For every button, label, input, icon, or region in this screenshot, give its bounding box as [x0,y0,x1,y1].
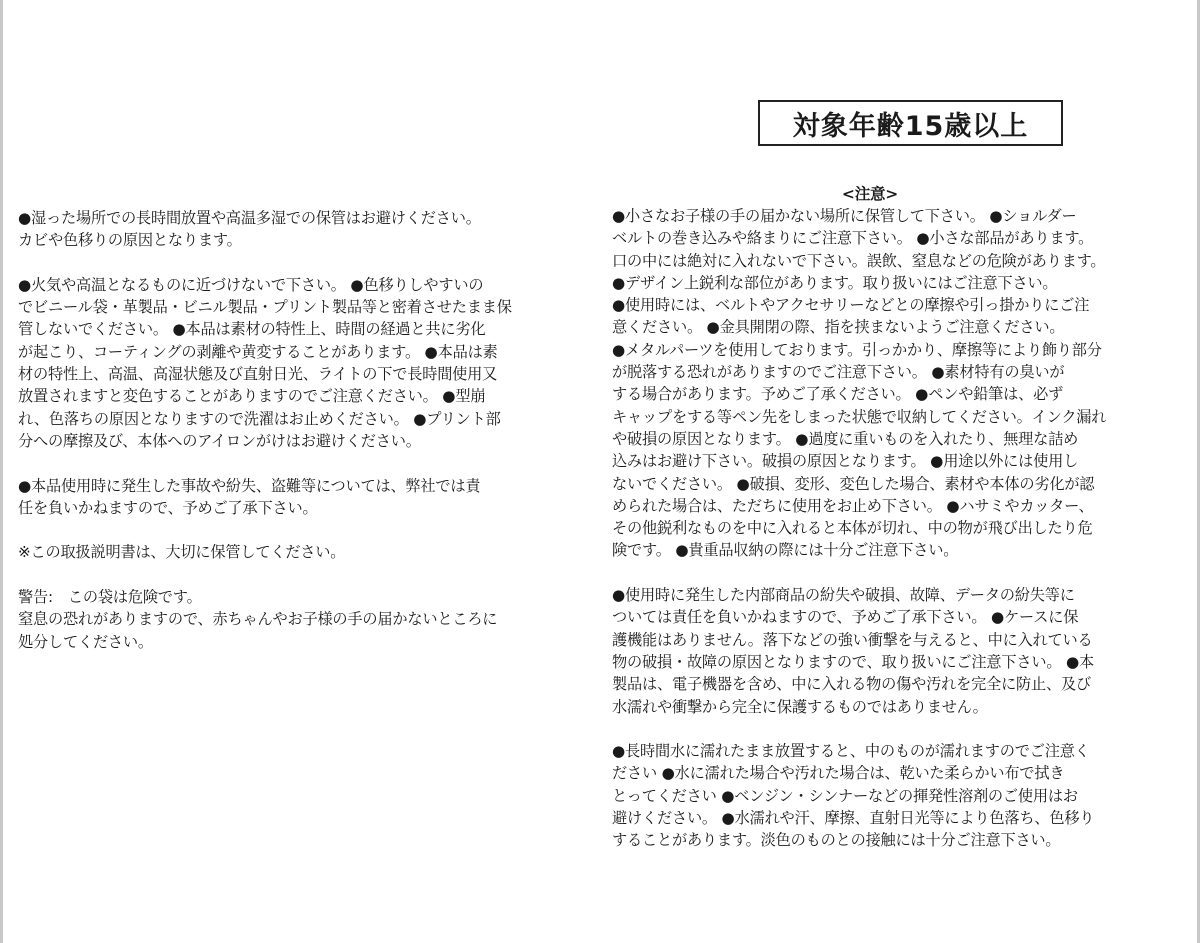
text-line: 処分してください。 [18,632,153,651]
text-line: 避けください。 ●水濡れや汗、摩擦、直射日光等により色落ち、色移り [612,809,1095,828]
text-line: ●使用時に発生した内部商品の紛失や破損、故障、データの紛失等に [612,586,1075,605]
paragraph-water-care [612,740,1188,851]
text-line: や破損の原因となります。 ●過度に重いものを入れたり、無理な詰め [612,429,1079,448]
left-edge-border [0,0,3,943]
text-line: ●長時間水に濡れたまま放置すると、中のものが濡れますのでご注意く [612,742,1090,761]
left-column [18,207,598,653]
paragraph-liability [18,475,598,520]
paragraph-general-cautions [612,205,1188,562]
text-line: ●デザイン上鋭利な部位があります。取り扱いにはご注意下さい。 [612,273,1058,292]
text-line: 護機能はありません。落下などの強い衝撃を与えると、中に入れている [612,630,1093,649]
text-line: 水濡れや衝撃から完全に保護するものではありません。 [612,697,988,716]
text-line: ※この取扱説明書は、大切に保管してください。 [18,543,346,562]
age-rating-label: 対象年齢15歳以上 [792,110,1029,142]
text-line: ●小さなお子様の手の届かない場所に保管して下さい。 ●ショルダー [612,207,1077,225]
age-rating-box [758,100,1063,146]
text-line: ●使用時には、ベルトやアクセサリーなどとの摩擦や引っ掛かりにご注 [612,296,1090,315]
text-line: 険です。 ●貴重品収納の際には十分ご注意下さい。 [612,541,959,560]
text-line: 警告: この袋は危険です。 [18,588,202,607]
text-line: ●本品使用時に発生した事故や紛失、盗難等については、弊社では責 [18,476,481,495]
paragraph-bag-warning [18,586,598,653]
text-line: 意ください。 ●金具開閉の際、指を挟まないようご注意ください。 [612,318,1065,337]
text-line: キャップをする等ペン先をしまった状態で収納してください。インク漏れ [612,407,1107,426]
text-line: 口の中には絶対に入れないで下さい。誤飲、窒息などの危険があります。 [612,251,1106,270]
text-line: することがあります。淡色のものとの接触には十分ご注意下さい。 [612,831,1061,850]
text-line: れ、色落ちの原因となりますので洗濯はお止めください。 ●プリント部 [18,409,501,428]
text-line: とってください ●ベンジン・シンナーなどの揮発性溶剤のご使用はお [612,786,1078,805]
text-line: ベルトの巻き込みや絡まりにご注意下さい。 ●小さな部品があります。 [612,229,1094,248]
text-line: 放置されますと変色することがありますのでご注意ください。 ●型崩 [18,387,486,406]
text-line: する場合があります。予めご了承ください。 ●ペンや鉛筆は、必ず [612,385,1064,404]
text-line: ついては責任を負いかねますので、予めご了承下さい。 ●ケースに保 [612,608,1079,627]
text-line: められた場合は、ただちに使用をお止め下さい。 ●ハサミやカッター、 [612,496,1094,515]
text-line: 窒息の恐れがありますので、赤ちゃんやお子様の手の届かないところに [18,610,498,629]
text-line: カビや色移りの原因となります。 [18,231,242,250]
text-line: ●火気や高温となるものに近づけないで下さい。 ●色移りしやすいの [18,275,484,294]
text-line: 製品は、電子機器を含め、中に入れる物の傷や汚れを完全に防止、及び [612,675,1091,694]
text-line: 込みはお避け下さい。破損の原因となります。 ●用途以外には使用し [612,452,1079,471]
paragraph-contents-liability [612,584,1188,718]
text-line: ●湿った場所での長時間放置や高温多湿での保管はお避けください。 [18,209,481,227]
text-line: その他鋭利なものを中に入れると本体が切れ、中の物が飛び出したり危 [612,519,1093,538]
text-line: でビニール袋・革製品・ビニル製品・プリント製品等と密着させたまま保 [18,298,512,317]
paragraph-storage-humidity [18,207,598,252]
text-line: 任を負いかねますので、予めご了承下さい。 [18,498,318,517]
text-line: ●メタルパーツを使用しております。引っかかり、摩擦等により飾り部分 [612,340,1102,359]
right-column [612,183,1188,852]
text-line: 材の特性上、高温、高湿状態及び直射日光、ライトの下で長時間使用又 [18,365,498,384]
text-line: 物の破損・故障の原因となりますので、取り扱いにご注意下さい。 ●本 [612,652,1094,671]
text-line: 管しないでください。 ●本品は素材の特性上、時間の経過と共に劣化 [18,320,486,339]
paragraph-heat-color-transfer [18,274,598,452]
text-line: ないでください。 ●破損、変形、変色した場合、素材や本体の劣化が認 [612,474,1095,493]
text-line: ださい ●水に濡れた場合や汚れた場合は、乾いた柔らかい布で拭き [612,764,1065,783]
text-line: が起こり、コーティングの剥離や黄変することがあります。 ●本品は素 [18,342,498,361]
text-line: が脱落する恐れがありますのでご注意下さい。 ●素材特有の臭いが [612,363,1065,382]
caution-heading: <注意> [841,185,899,203]
text-line: 分への摩擦及び、本体へのアイロンがけはお避けください。 [18,431,421,450]
paragraph-keep-manual [18,541,598,563]
